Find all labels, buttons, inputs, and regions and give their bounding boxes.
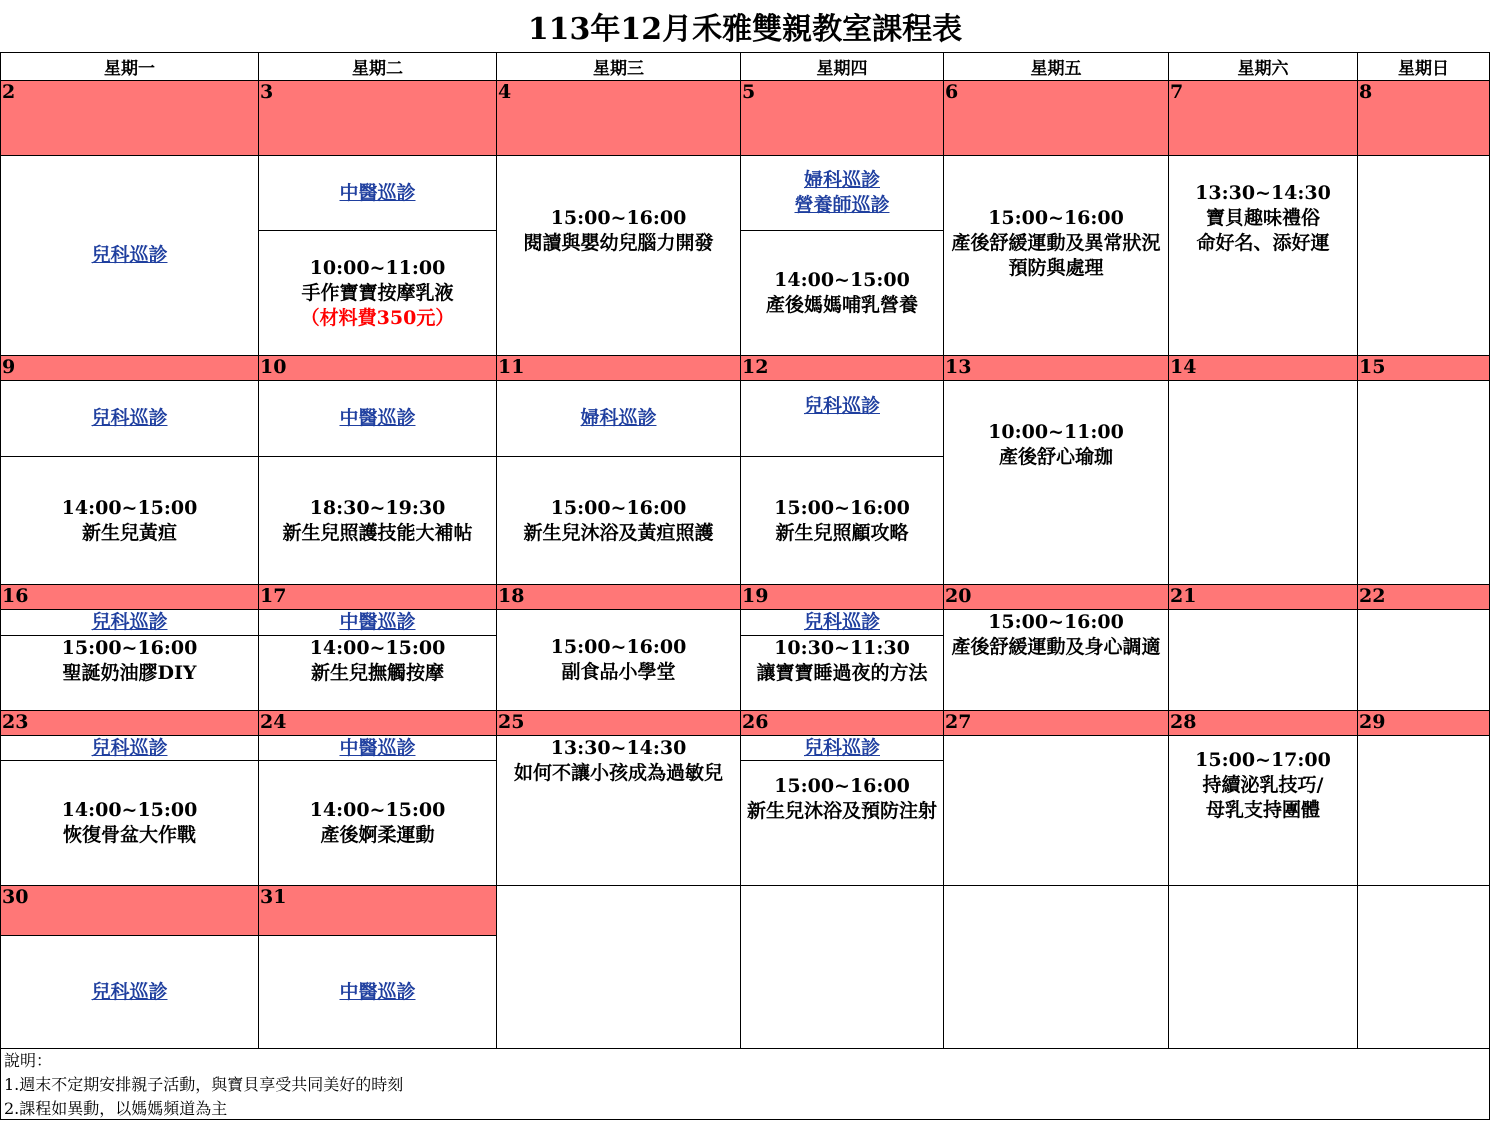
- day-number: 30: [0, 885, 259, 936]
- course-cell: [258, 456, 497, 585]
- course-time: 10:00~11:00: [309, 256, 446, 279]
- course-cell: [740, 760, 944, 886]
- schedule-cell: [258, 735, 497, 761]
- schedule-cell: [0, 609, 259, 636]
- empty-cell: [943, 735, 1169, 886]
- course-time: 14:00~15:00: [61, 496, 198, 519]
- clinic-link[interactable]: 兒科巡診: [91, 611, 168, 633]
- course-time: 15:00~16:00: [550, 207, 687, 229]
- clinic-link[interactable]: 中醫巡診: [339, 611, 416, 633]
- material-fee: （材料費350元）: [300, 306, 455, 329]
- day-number: 3: [258, 80, 497, 156]
- course-cell: [0, 635, 259, 711]
- course-cell: [943, 609, 1169, 711]
- course-name: 新生兒照顧攻略: [775, 521, 909, 544]
- empty-cell: [1168, 380, 1358, 585]
- course-name: 產後媽媽哺乳營養: [765, 294, 918, 316]
- course-time: 14:00~15:00: [309, 637, 446, 659]
- empty-cell: [740, 885, 944, 1049]
- notes-box: [0, 1048, 1490, 1120]
- day-number: 9: [0, 355, 259, 381]
- course-name: 讓寶寶睡過夜的方法: [756, 662, 928, 684]
- course-time: 15:00~16:00: [774, 775, 910, 797]
- day-number: 26: [740, 710, 944, 736]
- weekday-header-thu: 星期四: [740, 52, 944, 81]
- weekday-header-fri: 星期五: [943, 52, 1169, 81]
- schedule-cell: [258, 609, 497, 636]
- clinic-link[interactable]: 兒科巡診: [91, 407, 168, 429]
- day-number: 6: [943, 80, 1169, 156]
- course-name: 閱讀與嬰幼兒腦力開發: [523, 232, 714, 254]
- course-time: 10:00~11:00: [988, 421, 1124, 443]
- course-cell: [943, 380, 1169, 585]
- clinic-link[interactable]: 婦科巡診: [803, 169, 880, 191]
- course-cell: [496, 609, 741, 711]
- course-name: 寶貝趣味禮俗: [1205, 207, 1320, 229]
- course-time: 15:00~17:00: [1195, 749, 1331, 771]
- day-number: 24: [258, 710, 497, 736]
- clinic-link[interactable]: 中醫巡診: [339, 980, 416, 1003]
- day-number: 4: [496, 80, 741, 156]
- notes-line: 2.課程如異動，以媽媽頻道為主: [4, 1099, 228, 1118]
- schedule-cell: [740, 609, 944, 636]
- course-cell: [496, 735, 741, 886]
- day-number: 10: [258, 355, 497, 381]
- day-number: 2: [0, 80, 259, 156]
- day-number: 25: [496, 710, 741, 736]
- course-cell: [1168, 735, 1358, 886]
- course-time: 15:00~16:00: [61, 637, 198, 659]
- course-cell: [0, 760, 259, 886]
- course-cell: [740, 230, 944, 356]
- day-number: 17: [258, 584, 497, 610]
- course-name: 恢復骨盆大作戰: [62, 824, 196, 846]
- calendar-table: [0, 52, 1490, 1120]
- empty-cell: [496, 885, 741, 1049]
- clinic-link[interactable]: 兒科巡診: [803, 736, 880, 759]
- day-number: 12: [740, 355, 944, 381]
- day-number: 28: [1168, 710, 1358, 736]
- course-time: 13:30~14:30: [1195, 182, 1331, 204]
- weekday-header-wed: 星期三: [496, 52, 741, 81]
- day-number: 31: [258, 885, 497, 936]
- course-cell: [943, 155, 1169, 356]
- course-name: 新生兒沐浴及預防注射: [746, 800, 937, 822]
- weekday-header-sun: 星期日: [1357, 52, 1490, 81]
- clinic-link[interactable]: 中醫巡診: [339, 736, 416, 759]
- notes-heading: 說明：: [4, 1051, 53, 1070]
- day-number: 27: [943, 710, 1169, 736]
- course-name: 產後舒緩運動及身心調適: [951, 636, 1161, 658]
- schedule-cell: [0, 155, 259, 356]
- empty-cell: [1357, 380, 1490, 585]
- weekday-header-tue: 星期二: [258, 52, 497, 81]
- course-time: 15:00~16:00: [550, 636, 687, 658]
- day-number: 20: [943, 584, 1169, 610]
- day-number: 16: [0, 584, 259, 610]
- day-number: 11: [496, 355, 741, 381]
- clinic-link[interactable]: 兒科巡診: [803, 395, 880, 417]
- schedule-cell: [740, 735, 944, 761]
- course-name: 副食品小學堂: [561, 661, 676, 683]
- course-time: 15:00~16:00: [988, 207, 1124, 229]
- course-time: 14:00~15:00: [61, 799, 198, 821]
- clinic-link[interactable]: 營養師巡診: [794, 194, 890, 216]
- empty-cell: [1168, 885, 1358, 1049]
- day-number: 5: [740, 80, 944, 156]
- empty-cell: [943, 885, 1169, 1049]
- course-name: 持續泌乳技巧/: [1202, 774, 1324, 796]
- page-title: 113年12月禾雅雙親教室課程表: [527, 12, 963, 47]
- course-time: 14:00~15:00: [774, 269, 910, 291]
- day-number: 7: [1168, 80, 1358, 156]
- schedule-cell: [740, 155, 944, 231]
- course-name: 如何不讓小孩成為過敏兒: [513, 762, 723, 784]
- clinic-link[interactable]: 兒科巡診: [91, 980, 168, 1003]
- clinic-link[interactable]: 兒科巡診: [91, 244, 168, 266]
- day-number: 21: [1168, 584, 1358, 610]
- day-number: 14: [1168, 355, 1358, 381]
- weekday-header-sat: 星期六: [1168, 52, 1358, 81]
- empty-cell: [1357, 735, 1490, 886]
- course-name: 命好名、添好運: [1196, 232, 1330, 254]
- course-time: 10:30~11:30: [774, 637, 910, 659]
- course-name: 產後舒心瑜珈: [998, 446, 1113, 468]
- course-time: 15:00~16:00: [774, 496, 910, 519]
- clinic-link[interactable]: 中醫巡診: [339, 181, 416, 204]
- notes-line: 1.週末不定期安排親子活動，與寶貝享受共同美好的時刻: [4, 1075, 404, 1094]
- day-number: 22: [1357, 584, 1490, 610]
- schedule-cell: [0, 380, 259, 457]
- course-name: 新生兒照護技能大補帖: [282, 521, 473, 544]
- day-number: 23: [0, 710, 259, 736]
- schedule-cell: [258, 935, 497, 1049]
- clinic-link[interactable]: 兒科巡診: [91, 736, 168, 759]
- schedule-cell: [258, 155, 497, 231]
- day-number: 19: [740, 584, 944, 610]
- course-name: 新生兒黃疸: [81, 521, 177, 544]
- day-number: 15: [1357, 355, 1490, 381]
- course-cell: [258, 230, 497, 356]
- course-cell: [740, 635, 944, 711]
- course-name: 產後舒緩運動及異常狀況預防與處理: [951, 232, 1161, 279]
- course-cell: [258, 635, 497, 711]
- empty-cell: [1357, 885, 1490, 1049]
- course-name: 新生兒沐浴及黃疸照護: [523, 521, 714, 544]
- course-name: 聖誕奶油膠DIY: [62, 662, 197, 684]
- schedule-cell: [258, 380, 497, 457]
- course-time: 14:00~15:00: [309, 799, 446, 821]
- course-cell: [496, 155, 741, 356]
- course-name: 新生兒撫觸按摩: [310, 662, 444, 684]
- course-time: 18:30~19:30: [309, 496, 446, 519]
- day-number: 18: [496, 584, 741, 610]
- weekday-header-mon: 星期一: [0, 52, 259, 81]
- clinic-link[interactable]: 兒科巡診: [803, 611, 880, 633]
- empty-cell: [1357, 155, 1490, 356]
- course-name: 母乳支持團體: [1205, 799, 1320, 821]
- course-time: 13:30~14:30: [550, 737, 687, 759]
- empty-cell: [1357, 609, 1490, 711]
- course-cell: [496, 456, 741, 585]
- schedule-cell: [740, 380, 944, 457]
- schedule-cell: [0, 935, 259, 1049]
- course-cell: [0, 456, 259, 585]
- course-cell: [1168, 155, 1358, 356]
- course-cell: [740, 456, 944, 585]
- clinic-link[interactable]: 婦科巡診: [580, 407, 657, 429]
- clinic-link[interactable]: 中醫巡診: [339, 407, 416, 429]
- course-time: 15:00~16:00: [988, 611, 1124, 633]
- day-number: 13: [943, 355, 1169, 381]
- schedule-cell: [496, 380, 741, 457]
- course-name: 產後婀柔運動: [320, 824, 435, 846]
- course-name: 手作寶寶按摩乳液: [301, 281, 454, 304]
- schedule-cell: [0, 735, 259, 761]
- course-cell: [258, 760, 497, 886]
- empty-cell: [1168, 609, 1358, 711]
- course-time: 15:00~16:00: [550, 496, 687, 519]
- day-number: 29: [1357, 710, 1490, 736]
- day-number: 8: [1357, 80, 1490, 156]
